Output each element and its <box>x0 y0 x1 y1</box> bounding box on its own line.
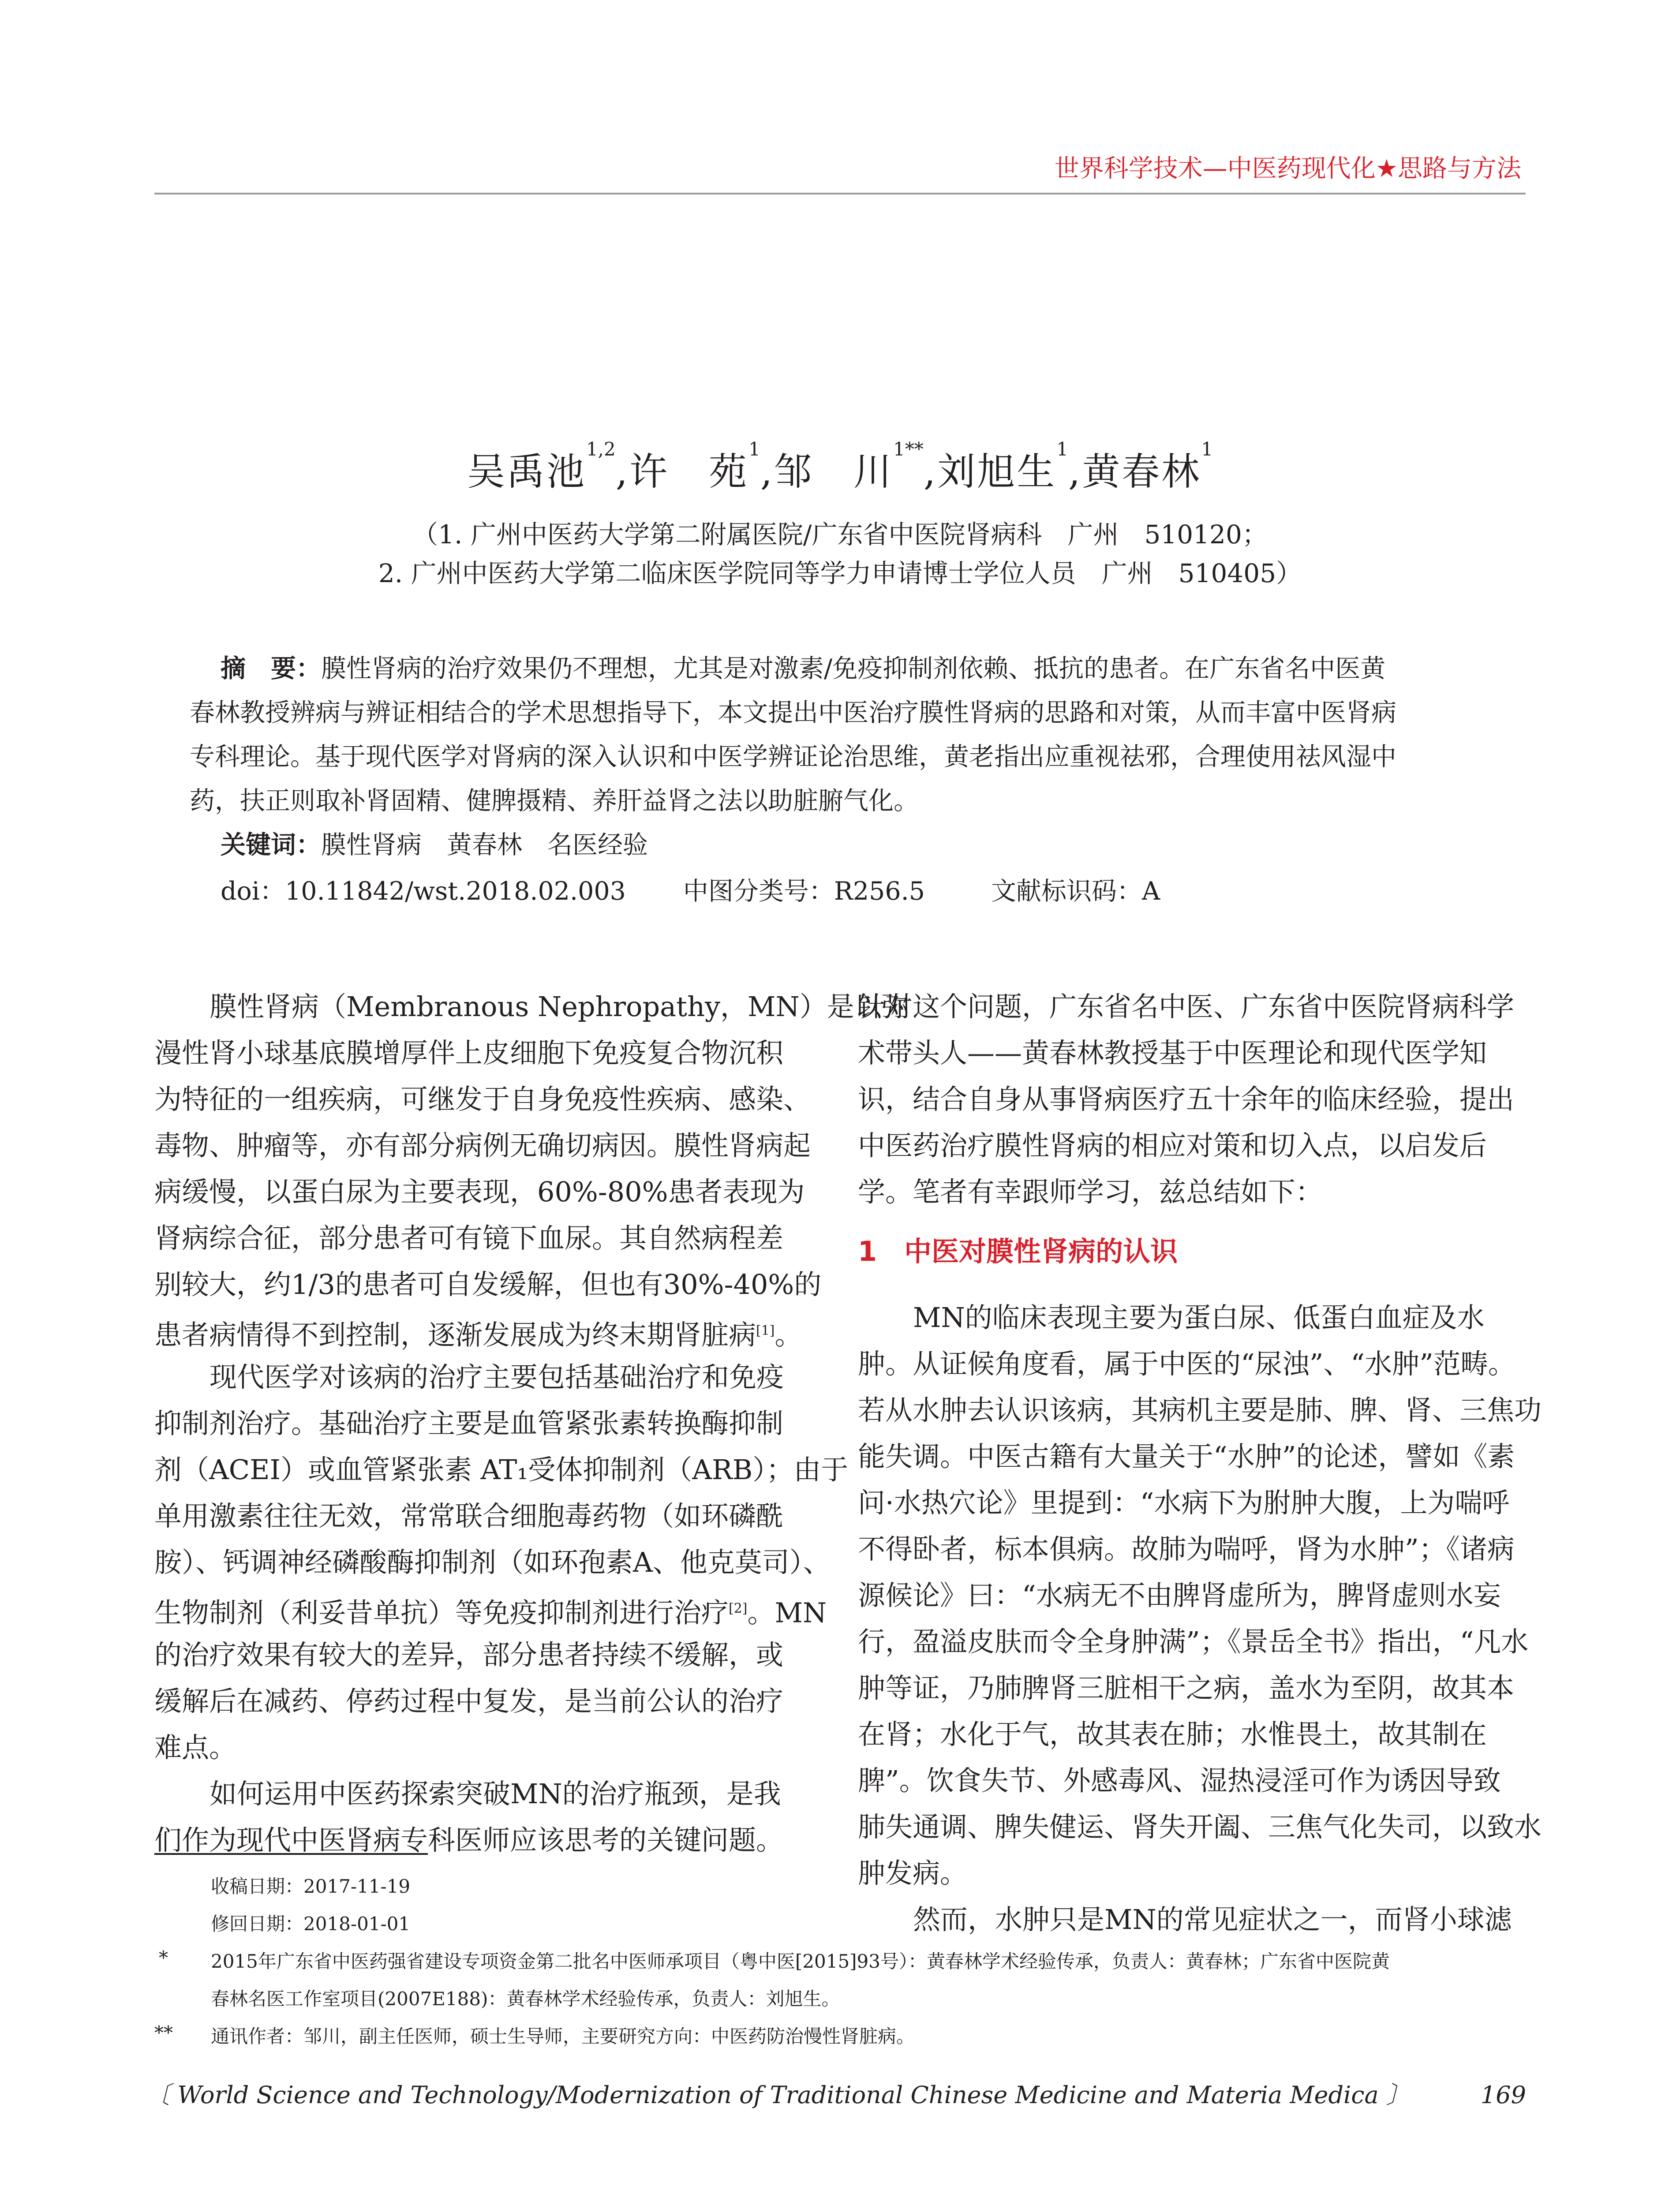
correspondence-note: 通讯作者：邹川，副主任医师，硕士生导师，主要研究方向：中医药防治慢性肾脏病。 <box>211 2026 915 2047</box>
abstract-text: 膜性肾病的治疗效果仍不理想，尤其是对激素/免疫抑制剂依赖、抵抗的患者。在广东省名中医黄 <box>321 654 1386 683</box>
body-text: 单用激素往往无效，常常联合细胞毒药物（如环磷酰 <box>154 1500 784 1532</box>
document-code: 文献标识码：A <box>991 877 1160 906</box>
running-head: 世界科学技术—中医药现代化★思路与方法 <box>1054 154 1521 183</box>
page-footer <box>0 2076 1526 2110</box>
body-text: 患者病情得不到控制，逐渐发展成为终末期肾脏病 <box>154 1319 756 1351</box>
body-text: 胺）、钙调神经磷酸酶抑制剂（如环孢素A、他克莫司）、 <box>154 1546 831 1578</box>
body-text: 病缓慢，以蛋白尿为主要表现，60%-80%患者表现为 <box>154 1176 805 1208</box>
section-heading: 1 中医对膜性肾病的认识 <box>858 1235 1178 1267</box>
body-line: 能失调。中医古籍有大量关于“水肿”的论述，譬如《素 <box>858 1440 1515 1472</box>
body-text: 。 <box>775 1319 802 1351</box>
body-text: 为特征的一组疾病，可继发于自身免疫性疾病、感染、 <box>154 1083 811 1115</box>
body-column-left <box>154 983 909 1863</box>
page-number: 169 <box>1480 2081 1526 2109</box>
body-line: 肿。从证候角度看，属于中医的“尿浊”、“水肿”范畴。 <box>858 1348 1515 1380</box>
body-line <box>154 1261 822 1308</box>
body-line: 问·水热穴论》里提到：“水病下为胕肿大腹，上为喘呼 <box>858 1487 1510 1519</box>
classification-number: 中图分类号：R256.5 <box>683 877 925 906</box>
body-text: 现代医学对该病的治疗主要包括基础治疗和免疫 <box>210 1361 784 1393</box>
author-name: 黄春林 <box>1082 450 1201 494</box>
author-name: 吴禹池 <box>467 450 586 494</box>
body-line: 肺失通调、脾失健运、肾失开阖、三焦气化失司，以致水 <box>858 1811 1542 1843</box>
journal-name: 〔 World Science and Technology/Modernization of Traditional Chinese Medicine and Materia Medica 〕 <box>146 2081 1410 2109</box>
fund-marker: * <box>159 1947 168 1969</box>
body-text: 们作为现代中医肾病专科医师应该思考的关键问题。 <box>154 1824 784 1856</box>
doi: doi：10.11842/wst.2018.02.003 <box>221 877 626 906</box>
body-line: 针对这个问题，广东省名中医、广东省中医院肾病科学 <box>858 990 1515 1023</box>
author-name: 许 苑 <box>629 450 749 494</box>
revised-date: 修回日期：2018-01-01 <box>211 1913 411 1935</box>
body-line <box>154 983 909 1030</box>
fund-note-line: 春林名医工作室项目(2007E188)：黄春林学术经验传承，负责人：刘旭生。 <box>211 1988 840 2010</box>
body-line <box>154 1308 807 1354</box>
body-line <box>154 1678 807 1724</box>
body-line <box>154 1030 807 1076</box>
fund-note-line: 2015年广东省中医药强省建设专项资金第二批名中医师承项目（粤中医[2015]93号）：黄春林学术经验传承，负责人：黄春林；广东省中医院黄 <box>211 1951 1390 1972</box>
author-separator: , <box>923 450 938 494</box>
body-line: 肿发病。 <box>858 1857 968 1889</box>
body-line <box>154 1724 807 1771</box>
body-line <box>154 1446 849 1493</box>
body-text: 如何运用中医药探索突破MN的治疗瓶颈，是我 <box>210 1778 781 1810</box>
body-line: 若从水肿去认识该病，其病机主要是肺、脾、肾、三焦功 <box>858 1394 1542 1426</box>
author-affiliation-mark: 1 <box>1056 438 1068 460</box>
body-line: 识，结合自身从事肾病医疗五十余年的临床经验，提出 <box>858 1083 1515 1115</box>
correspondence-marker: ** <box>154 2022 173 2044</box>
body-text: 难点。 <box>154 1731 237 1764</box>
body-text: 毒物、肿瘤等，亦有部分病例无确切病因。膜性肾病起 <box>154 1129 811 1162</box>
body-text: 肾病综合征，部分患者可有镜下血尿。其自然病程差 <box>154 1222 784 1254</box>
body-line: 行，盈溢皮肤而令全身肿满”；《景岳全书》指出，“凡水 <box>858 1626 1529 1658</box>
keywords-label: 关键词： <box>221 830 321 860</box>
affiliation-2: 2. 广州中医药大学第二临床医学院同等学力申请博士学位人员 广州 510405） <box>378 558 1302 588</box>
author-affiliation-mark: 1,2 <box>586 438 616 460</box>
author-affiliation-mark: 1 <box>748 438 760 460</box>
body-text: 剂（ACEI）或血管紧张素 AT₁受体抑制剂（ARB）；由于 <box>154 1454 849 1486</box>
meta-line <box>221 871 1521 907</box>
body-column-right <box>858 983 1542 1943</box>
citation-mark: [1] <box>756 1323 775 1338</box>
abstract-line <box>221 648 1521 684</box>
body-text: 生物制剂（利妥昔单抗）等免疫抑制剂进行治疗 <box>154 1596 729 1629</box>
body-text: 膜性肾病（Membranous Nephropathy，MN）是以弥 <box>210 990 909 1023</box>
body-line <box>154 1215 807 1261</box>
abstract-label: 摘 要： <box>221 654 321 683</box>
body-text: 缓解后在减药、停药过程中复发，是当前公认的治疗 <box>154 1685 784 1717</box>
affiliation-1: （1. 广州中医药大学第二附属医院/广东省中医院肾病科 广州 510120； <box>412 519 1268 549</box>
footnote-divider <box>154 1853 428 1855</box>
body-line: MN的临床表现主要为蛋白尿、低蛋白血症及水 <box>913 1301 1485 1334</box>
body-line <box>154 1771 807 1817</box>
abstract-line: 药，扶正则取补肾固精、健脾摄精、养肝益肾之法以助脏腑气化。 <box>190 786 919 815</box>
body-line <box>154 1632 807 1678</box>
author-affiliation-mark: 1 <box>1201 438 1213 460</box>
author-list <box>0 438 1680 496</box>
keywords-text: 膜性肾病 黄春林 名医经验 <box>321 830 648 860</box>
body-line <box>154 1539 831 1585</box>
author-name: 邹 川 <box>774 450 894 494</box>
body-line: 不得卧者，标本俱病。故肺为喘呼，肾为水肿”；《诸病 <box>858 1533 1515 1565</box>
body-line: 学。笔者有幸跟师学习，兹总结如下： <box>858 1176 1323 1208</box>
body-line: 然而，水肿只是MN的常见症状之一，而肾小球滤 <box>913 1903 1512 1936</box>
received-date: 收稿日期：2017-11-19 <box>211 1876 411 1897</box>
body-line: 在肾；水化于气，故其表在肺；水惟畏土，故其制在 <box>858 1718 1487 1750</box>
citation-mark: [2] <box>729 1601 748 1616</box>
header-divider <box>154 193 1526 194</box>
body-text: 的治疗效果有较大的差异，部分患者持续不缓解，或 <box>154 1639 784 1671</box>
body-line <box>154 1076 811 1122</box>
body-text: 别较大，约1/3的患者可自发缓解，但也有30%-40%的 <box>154 1268 822 1301</box>
author-separator: , <box>760 450 775 494</box>
body-line: 源候论》曰：“水病无不由脾肾虚所为，脾肾虚则水妄 <box>858 1579 1501 1611</box>
author-affiliation-mark: 1** <box>893 438 924 460</box>
body-line <box>154 1400 807 1446</box>
body-line: 肿等证，乃肺脾肾三脏相干之病，盖水为至阴，故其本 <box>858 1672 1515 1704</box>
body-line <box>154 1354 807 1400</box>
body-line: 中医药治疗膜性肾病的相应对策和切入点，以启发后 <box>858 1129 1487 1162</box>
body-line: 脾”。饮食失节、外感毒风、湿热浸淫可作为诱因导致 <box>858 1764 1501 1797</box>
author-separator: , <box>615 450 630 494</box>
abstract-line: 春林教授辨病与辨证相结合的学术思想指导下，本文提出中医治疗膜性肾病的思路和对策，从而丰富中医肾病 <box>190 698 1396 727</box>
body-line: 术带头人——黄春林教授基于中医理论和现代医学知 <box>858 1037 1487 1069</box>
body-line <box>154 1169 807 1215</box>
body-line <box>154 1493 807 1539</box>
body-line <box>154 1585 827 1632</box>
body-text: 漫性肾小球基底膜增厚伴上皮细胞下免疫复合物沉积 <box>154 1037 784 1069</box>
body-line <box>154 1122 811 1169</box>
abstract-line: 专科理论。基于现代医学对肾病的深入认识和中医学辨证论治思维，黄老指出应重视祛邪，合理使用祛风湿中 <box>190 742 1396 771</box>
author-name: 刘旭生 <box>937 450 1057 494</box>
keywords-line <box>221 825 1521 861</box>
author-separator: , <box>1068 450 1082 494</box>
body-text: 抑制剂治疗。基础治疗主要是血管紧张素转换酶抑制 <box>154 1407 784 1439</box>
body-line <box>154 1817 807 1863</box>
body-text: 。MN <box>747 1596 827 1629</box>
